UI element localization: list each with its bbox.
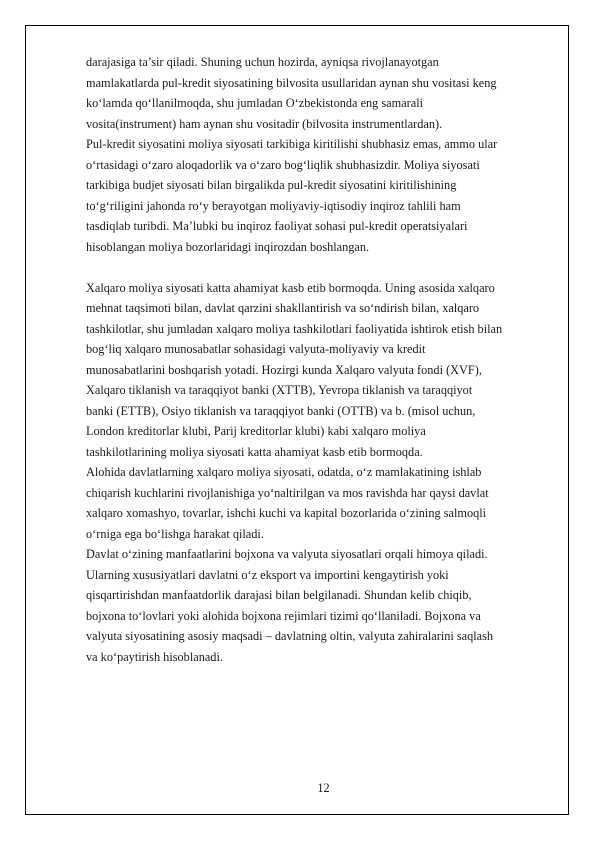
text-line: tashkilotlar, shu jumladan xalqaro moliya tashkilotlari faoliyatida ishtirok etish bilan bbox=[86, 321, 503, 336]
text-line: mehnat taqsimoti bilan, davlat qarzini shakllantirish va so‘ndirish bilan, xalqaro bbox=[86, 301, 480, 315]
text-line: Alohida davlatlarning xalqaro moliya siyosati, odatda, o‘z mamlakatining ishlab bbox=[86, 465, 482, 479]
text-line: chiqarish kuchlarini rivojlanishiga yo‘naltirilgan va mos ravishda har qaysi davlat bbox=[86, 485, 489, 500]
text-line: ko‘lamda qo‘llanilmoqda, shu jumladan O‘zbekistonda eng samarali bbox=[86, 96, 424, 110]
text-line: darajasiga ta’sir qiladi. Shuning uchun hozirda, ayniqsa rivojlanayotgan bbox=[86, 55, 439, 69]
text-line: bog‘liq xalqaro munosabatlar sohasidagi valyuta-moliyaviy va kredit bbox=[86, 342, 426, 356]
page-number: 12 bbox=[317, 781, 330, 795]
text-line: munosabatlarini boshqarish yotadi. Hozirgi kunda Xalqaro valyuta fondi (XVF), bbox=[86, 362, 482, 377]
text-line: hisoblangan moliya bozorlaridagi inqirozdan boshlangan. bbox=[86, 239, 370, 254]
text-line: qisqartirishdan manfaatdorlik darajasi bilan belgilanadi. Shundan kelib chiqib, bbox=[86, 588, 472, 602]
text-line: tasdiqlab turibdi. Ma’lubki bu inqiroz faoliyat sohasi pul-kredit operatsiyalari bbox=[86, 219, 468, 233]
text-line: Ularning xususiyatlari davlatni o‘z eksport va importini kengaytirish yoki bbox=[86, 567, 449, 582]
text-line: bojxona to‘lovlari yoki alohida bojxona rejimlari tizimi qo‘llaniladi. Bojxona va bbox=[86, 608, 481, 623]
body-text bbox=[86, 52, 564, 667]
text-line: xalqaro xomashyo, tovarlar, ishchi kuchi va kapital bozorlarida o‘zining salmoqli bbox=[86, 506, 487, 520]
text-line: Xalqaro moliya siyosati katta ahamiyat kasb etib bormoqda. Uning asosida xalqaro bbox=[86, 280, 495, 295]
paragraph-gap bbox=[86, 257, 564, 278]
text-line: Xalqaro tiklanish va taraqqiyot banki (XTTB), Yevropa tiklanish va taraqqiyot bbox=[86, 383, 473, 397]
text-line: Pul-kredit siyosatini moliya siyosati tarkibiga kiritilishi shubhasiz emas, ammo ular bbox=[86, 137, 498, 151]
text-line: tarkibiga budjet siyosati bilan birgalikda pul-kredit siyosatini kiritilishining bbox=[86, 178, 457, 192]
text-line: to‘g‘riligini jahonda ro‘y berayotgan moliyaviy-iqtisodiy inqiroz tahlili ham bbox=[86, 198, 461, 213]
text-line: London kreditorlar klubi, Parij kreditorlar klubi) kabi xalqaro moliya bbox=[86, 424, 426, 438]
text-line: vosita(instrument) ham aynan shu vositadir (bilvosita instrumentlardan). bbox=[86, 116, 443, 131]
text-line: va ko‘paytirish hisoblanadi. bbox=[86, 649, 223, 664]
text-line: o‘rniga ega bo‘lishga harakat qiladi. bbox=[86, 526, 264, 541]
text-line: banki (ETTB), Osiyo tiklanish va taraqqiyot banki (OTTB) va b. (misol uchun, bbox=[86, 403, 476, 418]
text-line: valyuta siyosatining asosiy maqsadi – davlatning oltin, valyuta zahiralarini saqlash bbox=[86, 629, 494, 643]
text-line: mamlakatlarda pul-kredit siyosatining bilvosita usullaridan aynan shu vositasi keng bbox=[86, 75, 497, 90]
text-line: tashkilotlarining moliya siyosati katta ahamiyat kasb etib bormoqda. bbox=[86, 444, 423, 459]
text-line: o‘rtasidagi o‘zaro aloqadorlik va o‘zaro bog‘liqlik shubhasizdir. Moliya siyosati bbox=[86, 157, 480, 172]
text-line: Davlat o‘zining manfaatlarini bojxona va valyuta siyosatlari orqali himoya qiladi. bbox=[86, 547, 488, 561]
